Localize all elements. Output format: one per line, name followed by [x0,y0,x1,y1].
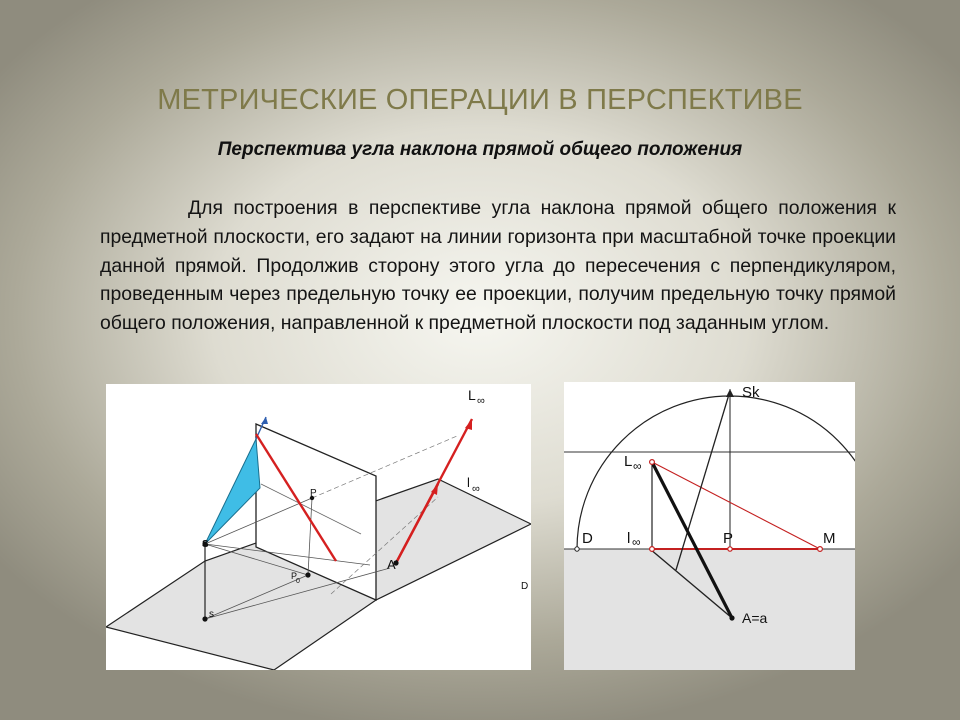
perspective-diagram-3d [106,384,531,670]
label-s: s [209,609,214,620]
label-D: D [582,530,593,547]
arrow-head [261,417,268,424]
label-A-prime: A' [387,557,399,572]
body-paragraph: Для построения в перспективе угла наклона прямой общего положения к предметной плоскости, его задают на линии горизонта при масштабной точке проекции данной прямой. Продолжив сторону этого угла до пересечения с перпендикуляром, проведенным через предельную точку ее проекции, получим предельную точку прямой общего положения, направленной к предметной плоскости под заданным углом. [100,197,896,335]
label-P: P [310,488,317,499]
label-L-infinity: L [468,387,476,403]
point-L [650,460,655,465]
label-L-sub: ∞ [633,459,642,473]
label-P0-sub: 0 [296,578,300,585]
label-M: M [823,530,836,547]
label-l-sub: ∞ [632,535,641,549]
label-P0: P [291,571,298,581]
point-s [202,616,207,621]
point-P0 [305,572,310,577]
point-P [728,547,732,551]
label-L: L [624,453,633,470]
construction-diagram-2d-svg [564,382,855,670]
label-S: S [202,539,209,550]
semicircle [577,396,855,549]
point-D [575,547,579,551]
label-l-infinity: l [467,475,470,490]
point-l [650,547,655,552]
point-A [729,615,734,620]
point-M [818,547,823,552]
construction-diagram-2d [564,382,855,670]
label-D-edge: D [521,581,529,592]
slide-subtitle: Перспектива угла наклона прямой общего положения [217,139,743,160]
angle-triangle [205,439,260,544]
line-to-Sk [676,391,730,570]
ground-region [564,549,855,670]
label-l-infinity-sub: ∞ [472,483,480,495]
slide-title: МЕТРИЧЕСКИЕ ОПЕРАЦИИ В ПЕРСПЕКТИВЕ [157,84,803,116]
perspective-diagram-3d-svg [106,384,531,670]
label-P: P [723,530,734,547]
red-line-L-M [652,462,820,549]
label-A: A=a [742,610,768,626]
label-L-infinity-sub: ∞ [477,395,485,407]
label-l: l [627,530,631,547]
label-Sk: Sk [742,384,760,401]
